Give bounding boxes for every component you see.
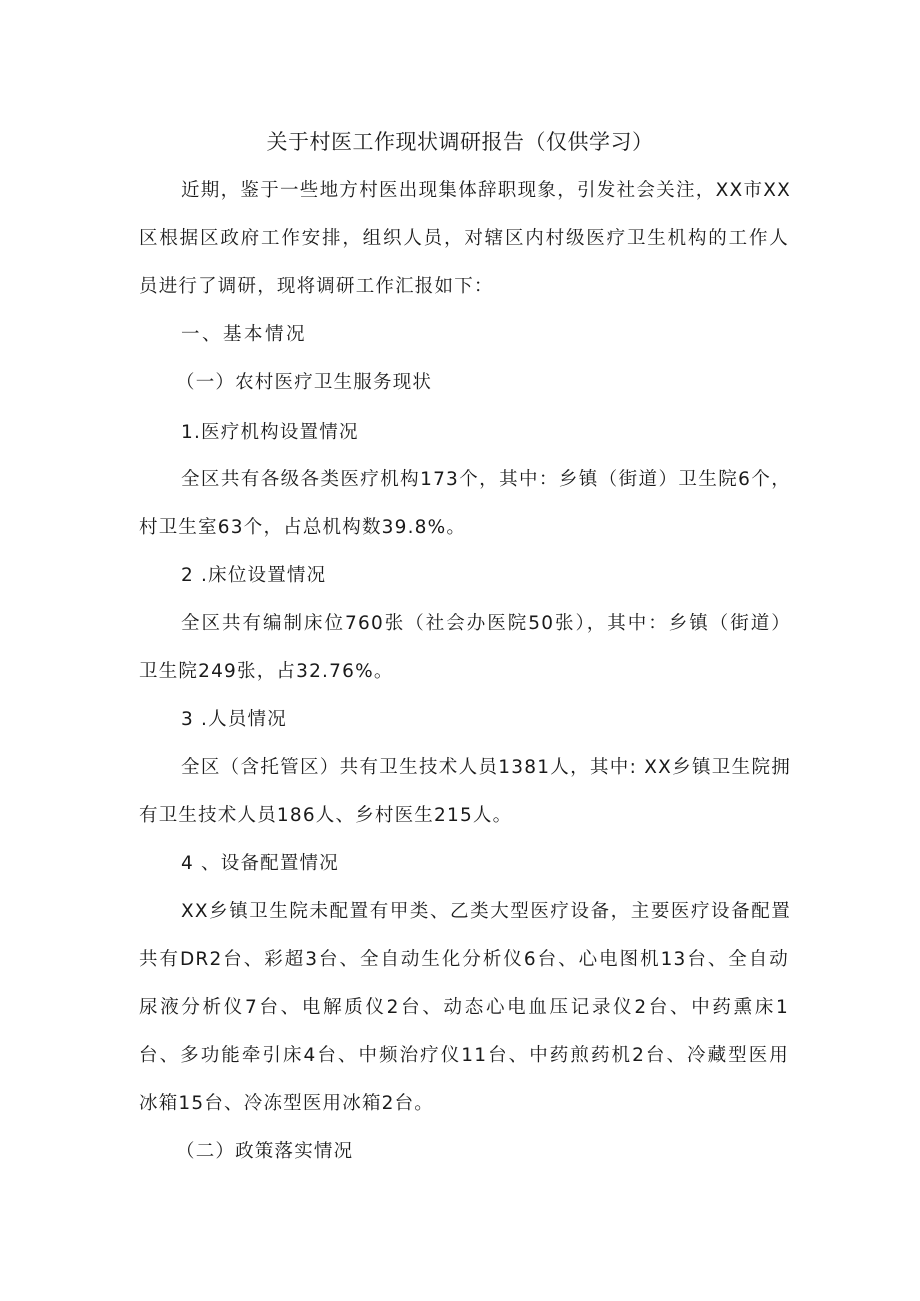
paragraph-line: 卫生院249张，占32.76%。 [139, 661, 394, 682]
paragraph-line: 冰箱15台、冷冻型医用冰箱2台。 [139, 1093, 435, 1114]
paragraph-line: 村卫生室63个，占总机构数39.8%。 [139, 517, 467, 538]
item-heading-3: 3 .人员情况 [181, 709, 287, 730]
subsection-heading-2: （二）政策落实情况 [176, 1141, 354, 1162]
document-title: 关于村医工作现状调研报告（仅供学习） [266, 130, 654, 154]
item-heading-2: 2 .床位设置情况 [181, 565, 327, 586]
item-heading-4: 4 、设备配置情况 [181, 853, 339, 874]
paragraph-line: 全区共有编制床位760张（社会办医院50张），其中：乡镇（街道） [181, 613, 791, 634]
paragraph-line: 全区（含托管区）共有卫生技术人员1381人，其中: XX乡镇卫生院拥 [181, 757, 791, 778]
subsection-heading-1: （一）农村医疗卫生服务现状 [176, 372, 433, 393]
intro-line-1: 近期，鉴于一些地方村医出现集体辞职现象，引发社会关注，XX市XX [181, 180, 791, 201]
paragraph-line: 共有DR2台、彩超3台、全自动生化分析仪6台、心电图机13台、全自动 [139, 949, 789, 970]
intro-line-3: 员进行了调研，现将调研工作汇报如下： [139, 276, 494, 297]
paragraph-line: 全区共有各级各类医疗机构173个，其中：乡镇（街道）卫生院6个， [181, 469, 791, 490]
intro-line-2: 区根据区政府工作安排，组织人员，对辖区内村级医疗卫生机构的工作人 [139, 228, 789, 249]
paragraph-line: XX乡镇卫生院未配置有甲类、乙类大型医疗设备，主要医疗设备配置 [181, 901, 791, 922]
paragraph-line: 台、多功能牵引床4台、中频治疗仪11台、中药煎药机2台、冷藏型医用 [139, 1045, 789, 1066]
paragraph-line: 有卫生技术人员186人、乡村医生215人。 [139, 805, 513, 826]
section-heading-1: 一、基本情况 [181, 324, 308, 345]
item-heading-1: 1.医疗机构设置情况 [181, 422, 359, 443]
paragraph-line: 尿液分析仪7台、电解质仪2台、动态心电血压记录仪2台、中药熏床1 [139, 997, 789, 1018]
